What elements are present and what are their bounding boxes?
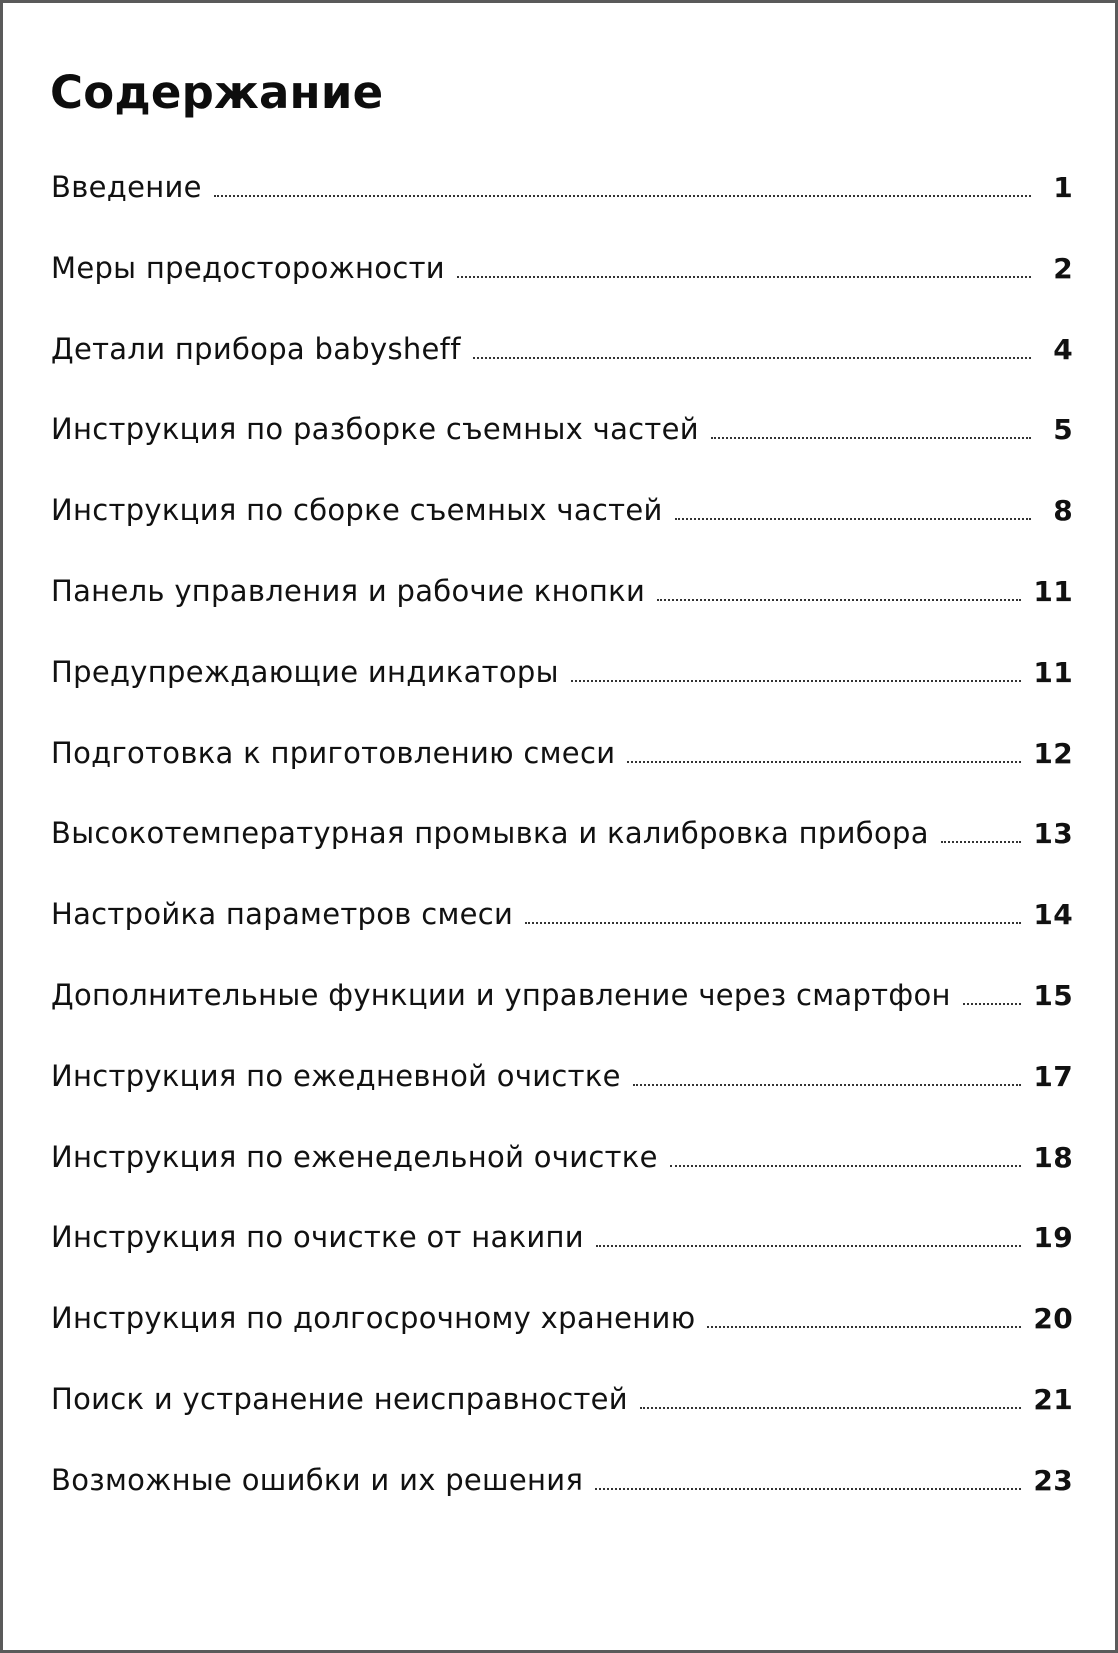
toc-entry-title: Предупреждающие индикаторы bbox=[51, 654, 559, 689]
toc-entry-page-number: 8 bbox=[1053, 494, 1073, 528]
toc-entry-page-number: 4 bbox=[1053, 332, 1073, 366]
toc-entry-page-number: 11 bbox=[1033, 574, 1073, 608]
toc-entry-page-number: 14 bbox=[1033, 898, 1073, 932]
toc-entry-page-number: 2 bbox=[1053, 251, 1073, 285]
toc-entry bbox=[51, 892, 1073, 973]
toc-entry bbox=[51, 165, 1073, 246]
toc-entry-page-number: 17 bbox=[1033, 1059, 1073, 1093]
toc-entry-page-number: 11 bbox=[1033, 655, 1073, 689]
toc-entry-page-number: 18 bbox=[1033, 1140, 1073, 1174]
toc-entry bbox=[51, 1054, 1073, 1135]
toc-entry bbox=[51, 407, 1073, 488]
toc-entry bbox=[51, 650, 1073, 731]
table-of-contents bbox=[51, 165, 1073, 1539]
toc-entry-title: Введение bbox=[51, 170, 202, 204]
toc-entry bbox=[51, 1215, 1073, 1296]
toc-entry-page-number: 15 bbox=[1033, 978, 1073, 1012]
toc-entry-page-number: 1 bbox=[1053, 171, 1073, 204]
dot-leader bbox=[633, 1082, 1022, 1086]
dot-leader bbox=[525, 920, 1021, 924]
toc-entry-page-number: 13 bbox=[1033, 817, 1073, 851]
toc-entry bbox=[51, 1377, 1073, 1458]
toc-entry bbox=[51, 569, 1073, 650]
toc-entry-title: Инструкция по ежедневной очистке bbox=[51, 1058, 621, 1093]
page-title: Содержание bbox=[50, 66, 384, 119]
dot-leader bbox=[711, 435, 1031, 439]
toc-entry-title: Подготовка к приготовлению смеси bbox=[51, 735, 616, 770]
dot-leader bbox=[596, 1243, 1021, 1247]
toc-entry bbox=[51, 1458, 1073, 1539]
toc-entry-title: Высокотемпературная промывка и калибровка прибора bbox=[51, 816, 929, 851]
toc-entry-title: Настройка параметров смеси bbox=[51, 897, 514, 932]
toc-entry-title: Инструкция по долгосрочному хранению bbox=[51, 1301, 696, 1336]
dot-leader bbox=[707, 1324, 1021, 1328]
toc-entry-title: Детали прибора babysheff bbox=[51, 331, 461, 366]
toc-entry bbox=[51, 327, 1073, 408]
toc-entry-page-number: 20 bbox=[1033, 1302, 1073, 1336]
dot-leader bbox=[473, 355, 1031, 359]
dot-leader bbox=[214, 193, 1031, 197]
toc-entry-title: Поиск и устранение неисправностей bbox=[51, 1381, 628, 1416]
toc-entry-title: Панель управления и рабочие кнопки bbox=[51, 573, 646, 608]
toc-entry-title: Меры предосторожности bbox=[51, 250, 445, 285]
toc-entry-title: Инструкция по сборке съемных частей bbox=[51, 493, 663, 528]
toc-entry-title: Инструкция по разборке съемных частей bbox=[51, 412, 699, 447]
dot-leader bbox=[963, 1001, 1022, 1005]
dot-leader bbox=[675, 516, 1031, 520]
toc-entry bbox=[51, 811, 1073, 892]
toc-entry bbox=[51, 1296, 1073, 1377]
dot-leader bbox=[571, 678, 1022, 682]
toc-entry-title: Дополнительные функции и управление через смартфон bbox=[51, 977, 951, 1012]
dot-leader bbox=[640, 1405, 1021, 1409]
toc-entry bbox=[51, 1135, 1073, 1216]
toc-entry-page-number: 12 bbox=[1033, 736, 1073, 770]
toc-entry bbox=[51, 973, 1073, 1054]
toc-entry bbox=[51, 246, 1073, 327]
dot-leader bbox=[627, 759, 1021, 763]
toc-entry bbox=[51, 488, 1073, 569]
toc-entry-page-number: 23 bbox=[1033, 1463, 1073, 1497]
dot-leader bbox=[657, 597, 1021, 601]
toc-entry-title: Инструкция по очистке от накипи bbox=[51, 1220, 584, 1255]
toc-entry-page-number: 5 bbox=[1053, 413, 1073, 447]
toc-entry-title: Инструкция по еженедельной очистке bbox=[51, 1139, 658, 1174]
dot-leader bbox=[595, 1486, 1021, 1490]
toc-entry-title: Возможные ошибки и их решения bbox=[51, 1462, 584, 1497]
dot-leader bbox=[457, 274, 1031, 278]
dot-leader bbox=[941, 839, 1022, 843]
toc-entry-page-number: 19 bbox=[1033, 1221, 1073, 1255]
dot-leader bbox=[670, 1163, 1022, 1167]
toc-entry bbox=[51, 731, 1073, 812]
toc-entry-page-number: 21 bbox=[1033, 1382, 1073, 1416]
